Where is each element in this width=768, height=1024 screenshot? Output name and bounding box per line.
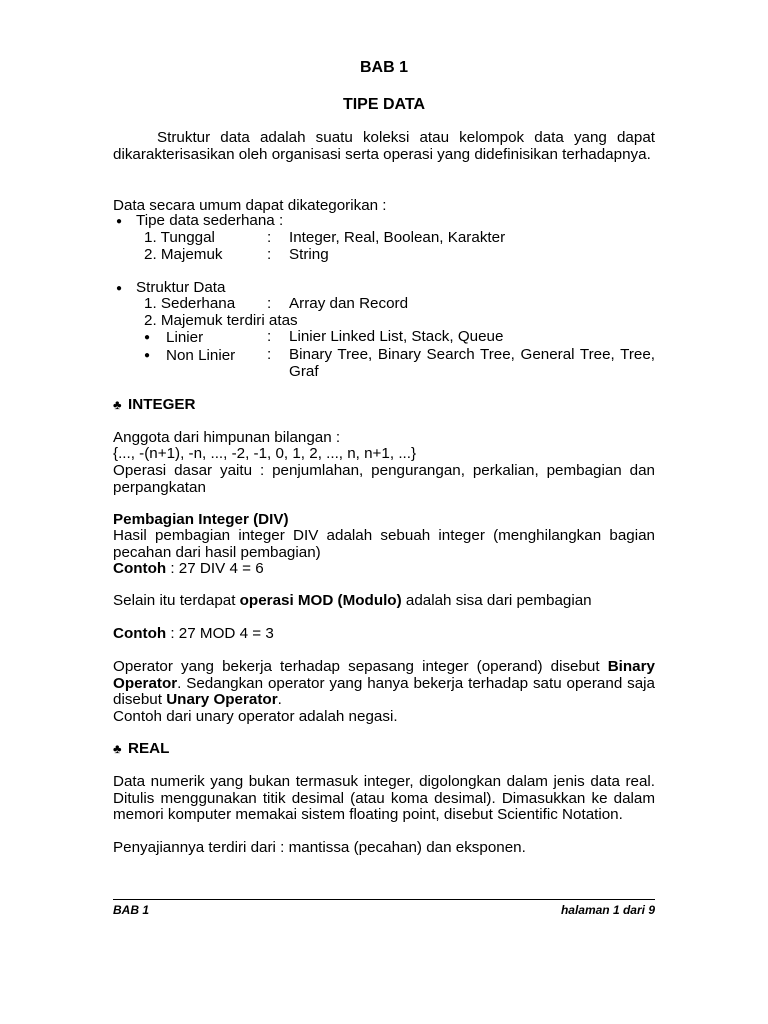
div-example <box>113 561 264 578</box>
majemuk-sep: : <box>267 246 272 263</box>
bullet-icon: ● <box>144 332 151 343</box>
chapter-label: BAB 1 <box>359 59 408 76</box>
majemuk-name: 2. Majemuk <box>144 246 223 263</box>
sederhana-value: Array dan Record <box>289 295 409 312</box>
non-linier-sep: : <box>267 346 272 363</box>
linier-value: Linier Linked List, Stack, Queue <box>289 328 504 345</box>
real-text: Data numerik yang bukan termasuk integer, digolongkan dalam jenis data real. Ditulis menggunakan titik desimal (atau koma desimal). Dimasukkan ke dalam memori komputer memakai sistem floating point, disebut Scientific Notation. <box>113 773 655 824</box>
integer-anggota: Anggota dari himpunan bilangan : <box>113 429 341 446</box>
op-unary: Unary Operator <box>166 691 278 709</box>
categories-intro: Data secara umum dapat dikategorikan : <box>113 197 387 214</box>
tunggal-value: Integer, Real, Boolean, Karakter <box>289 229 506 246</box>
tunggal-name: 1. Tunggal <box>144 229 215 246</box>
footer-page-number: halaman 1 dari 9 <box>560 903 655 917</box>
op-negasi: Contoh dari unary operator adalah negasi. <box>113 708 398 725</box>
div-text: Hasil pembagian integer DIV adalah sebuah integer (menghilangkan bagian pecahan dari hasil pembagian) <box>113 527 655 561</box>
tipe-sederhana-label: Tipe data sederhana : <box>136 212 284 229</box>
bullet-icon: ● <box>116 283 123 294</box>
div-heading: Pembagian Integer (DIV) <box>113 511 289 528</box>
contoh-label: Contoh <box>113 560 167 577</box>
div-example-text: : 27 DIV 4 = 6 <box>166 560 264 577</box>
non-linier-name: Non Linier <box>166 347 236 364</box>
bullet-icon: ● <box>144 350 151 361</box>
mod-pre: Selain itu terdapat <box>113 592 240 609</box>
majemuk-terdiri: 2. Majemuk terdiri atas <box>144 312 298 329</box>
intro-paragraph: Struktur data adalah suatu koleksi atau kelompok data yang dapat dikarakterisasikan oleh organisasi serta operasi yang didefinisikan terhadapnya. <box>113 129 655 163</box>
non-linier-value: Binary Tree, Binary Search Tree, General Tree, Tree, Graf <box>289 346 655 380</box>
mod-paragraph <box>113 593 655 610</box>
op-1: Operator yang bekerja terhadap sepasang integer (operand) disebut <box>113 658 608 675</box>
integer-heading-text: INTEGER <box>128 396 196 413</box>
linier-name: Linier <box>166 329 204 346</box>
op-binary: Binary Operator <box>113 658 655 692</box>
real-heading <box>113 741 169 758</box>
mod-example-text: : 27 MOD 4 = 3 <box>166 625 274 642</box>
real-heading-text: REAL <box>128 740 170 757</box>
page-title: TIPE DATA <box>342 96 426 113</box>
tunggal-sep: : <box>267 229 272 246</box>
footer-divider <box>113 899 655 900</box>
bullet-icon: ● <box>116 216 123 227</box>
op-2: . Sedangkan operator yang hanya bekerja terhadap satu operand saja disebut <box>113 674 655 709</box>
contoh-label: Contoh <box>113 625 167 642</box>
club-icon: ♣ <box>113 397 122 412</box>
sederhana-name: 1. Sederhana <box>144 295 236 312</box>
integer-operasi: Operasi dasar yaitu : penjumlahan, pengurangan, perkalian, pembagian dan perpangkatan <box>113 462 655 496</box>
integer-heading <box>113 397 196 414</box>
sederhana-sep: : <box>267 295 272 312</box>
real-penyajian: Penyajiannya terdiri dari : mantissa (pecahan) dan eksponen. <box>113 839 526 856</box>
mod-example <box>113 626 274 643</box>
mod-bold: operasi MOD (Modulo) <box>239 592 402 609</box>
club-icon: ♣ <box>113 741 122 756</box>
majemuk-value: String <box>289 246 329 263</box>
footer-left: BAB 1 <box>113 903 150 917</box>
integer-set: {..., -(n+1), -n, ..., -2, -1, 0, 1, 2, ..., n, n+1, ...} <box>113 445 417 462</box>
struktur-data-label: Struktur Data <box>136 279 226 296</box>
op-3: . <box>277 691 282 709</box>
linier-sep: : <box>267 328 272 345</box>
operator-paragraph <box>113 659 655 709</box>
mod-post: adalah sisa dari pembagian <box>401 592 592 609</box>
